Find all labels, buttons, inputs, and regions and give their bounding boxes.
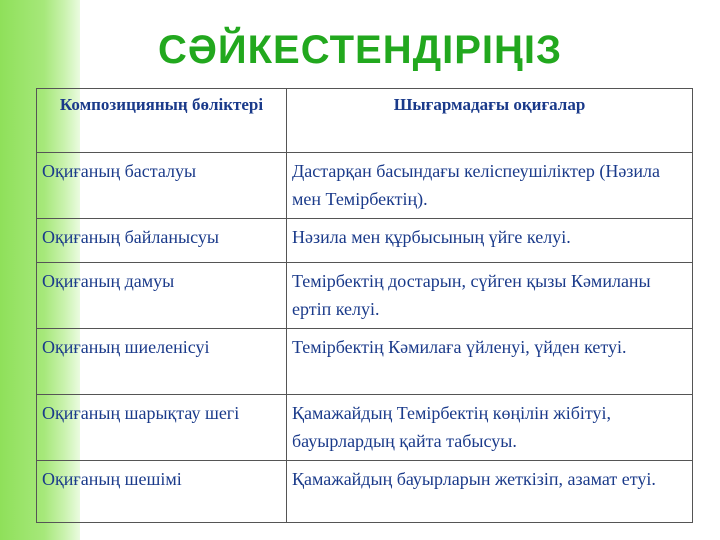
composition-part-cell: Оқиғаның шиеленісуі (37, 329, 287, 395)
table-row (37, 263, 693, 329)
event-description-cell: Нәзила мен құрбысының үйге келуі. (287, 219, 693, 263)
composition-part-cell: Оқиғаның дамуы (37, 263, 287, 329)
event-description-cell: Дастарқан басындағы келіспеушіліктер (Нәзила мен Темірбектің). (287, 153, 693, 219)
composition-part-cell: Оқиғаның шешімі (37, 461, 287, 523)
table-row (37, 219, 693, 263)
event-description-cell: Қамажайдың бауырларын жеткізіп, азамат етуі. (287, 461, 693, 523)
header-events: Шығармадағы оқиғалар (287, 89, 693, 153)
matching-table (36, 88, 693, 523)
event-description-cell: Темірбектің достарын, сүйген қызы Кәмиланы ертіп келуі. (287, 263, 693, 329)
event-description-cell: Темірбектің Кәмилаға үйленуі, үйден кетуі. (287, 329, 693, 395)
table-row (37, 461, 693, 523)
table-row (37, 395, 693, 461)
composition-part-cell: Оқиғаның байланысуы (37, 219, 287, 263)
composition-part-cell: Оқиғаның шарықтау шегі (37, 395, 287, 461)
table-row (37, 153, 693, 219)
header-composition-parts: Композицияның бөліктері (37, 89, 287, 153)
event-description-cell: Қамажайдың Темірбектің көңілін жібітуі, бауырлардың қайта табысуы. (287, 395, 693, 461)
composition-part-cell: Оқиғаның басталуы (37, 153, 287, 219)
table-row (37, 329, 693, 395)
table-header-row (37, 89, 693, 153)
page-title: СӘЙКЕСТЕНДІРІҢІЗ (157, 28, 563, 72)
